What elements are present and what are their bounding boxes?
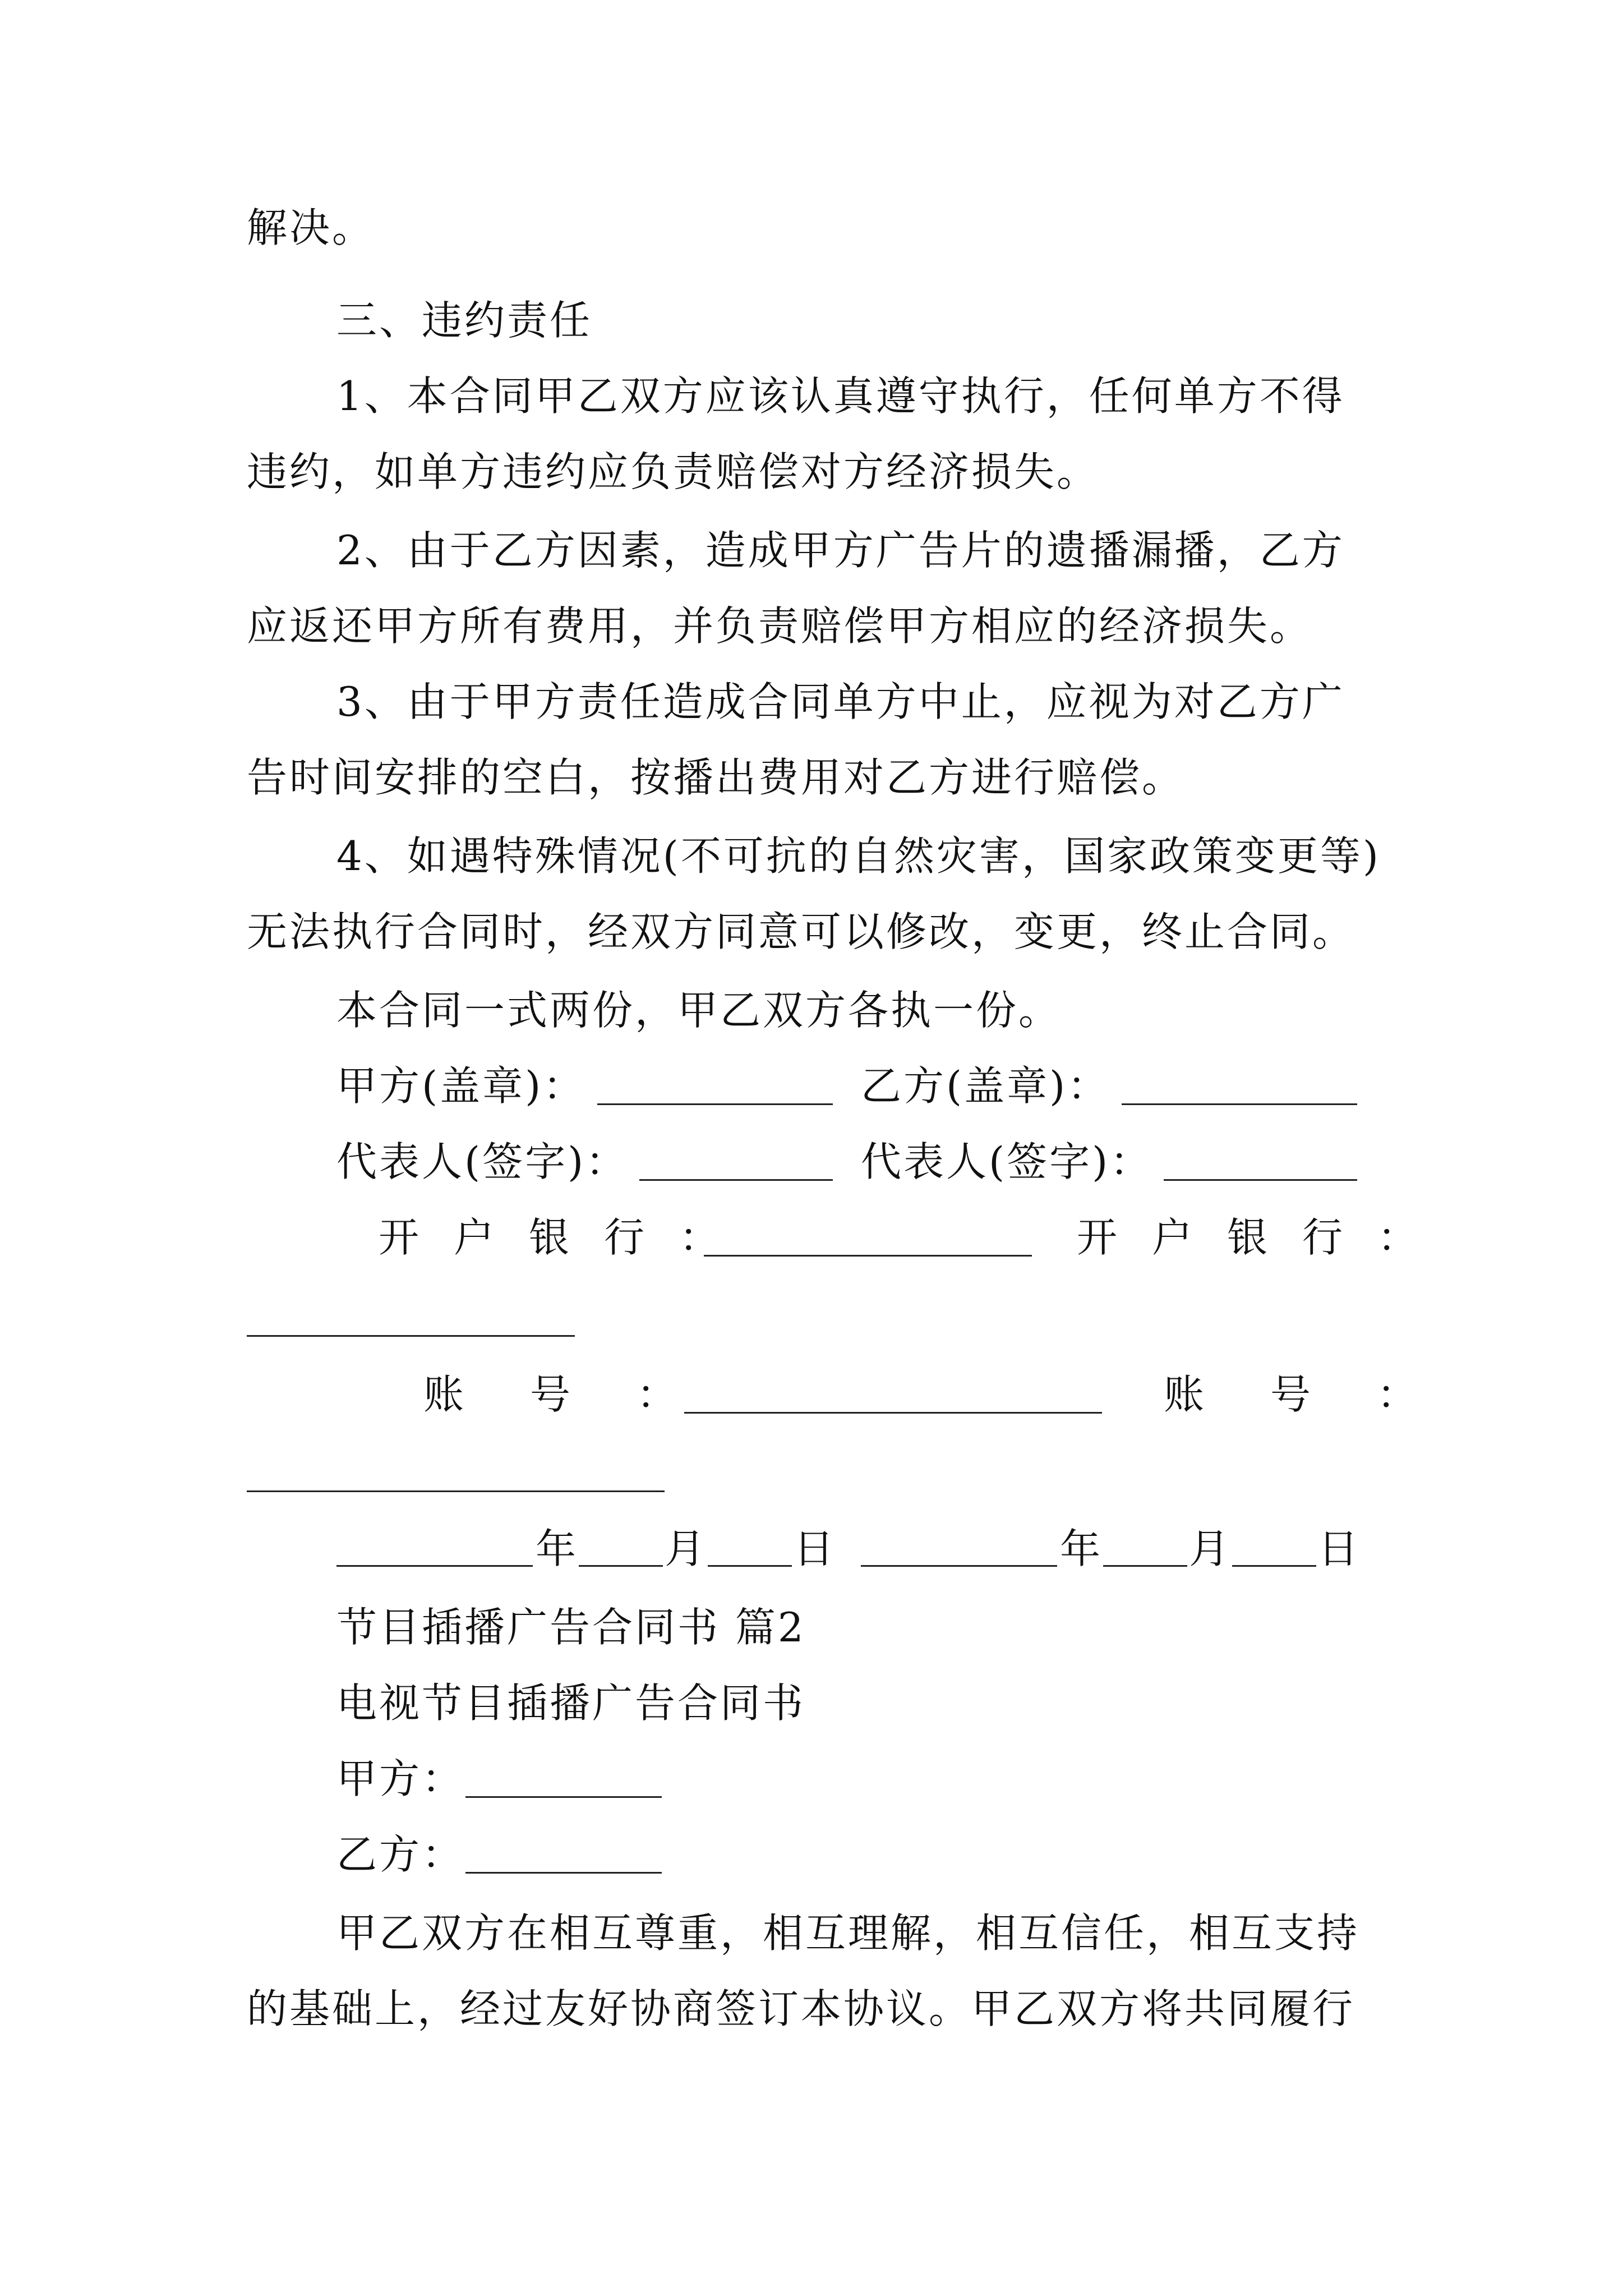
party-a-label: 甲方： bbox=[336, 1755, 465, 1802]
text-line: 无法执行合同时，经双方同意可以修改，变更，终止合同。 bbox=[247, 908, 1355, 955]
text-line: 的基础上，经过友好协商签订本协议。甲乙双方将共同履行 bbox=[247, 1985, 1355, 2032]
rep-b-label: 代表人(签字)： bbox=[861, 1138, 1153, 1185]
text-line: 2、由于乙方因素，造成甲方广告片的遗播漏播，乙方 bbox=[336, 527, 1345, 574]
day-a-label: 日 bbox=[794, 1525, 837, 1572]
party-a-seal-label: 甲方(盖章)： bbox=[336, 1062, 586, 1110]
text-line: 4、如遇特殊情况(不可抗的自然灾害，国家政策变更等) bbox=[336, 832, 1381, 880]
document-title: 电视节目插播广告合同书 bbox=[336, 1680, 806, 1727]
section-heading: 三、违约责任 bbox=[336, 297, 593, 344]
day-a-blank[interactable] bbox=[708, 1565, 792, 1567]
account-b-blank[interactable] bbox=[247, 1490, 665, 1492]
rep-b-blank[interactable] bbox=[1164, 1179, 1357, 1181]
party-b-label: 乙方： bbox=[336, 1831, 465, 1878]
bank-b-blank[interactable] bbox=[247, 1335, 575, 1337]
month-b-label: 月 bbox=[1189, 1525, 1232, 1572]
party-b-seal-label: 乙方(盖章)： bbox=[861, 1062, 1110, 1110]
year-b-label: 年 bbox=[1060, 1525, 1103, 1572]
text-line: 1、本合同甲乙双方应该认真遵守执行，任何单方不得 bbox=[336, 372, 1345, 420]
year-a-label: 年 bbox=[536, 1525, 579, 1572]
bank-b-label: 开户银行： bbox=[1077, 1214, 1453, 1261]
month-a-blank[interactable] bbox=[579, 1565, 663, 1567]
day-b-label: 日 bbox=[1318, 1525, 1361, 1572]
month-b-blank[interactable] bbox=[1103, 1565, 1187, 1567]
month-a-label: 月 bbox=[665, 1525, 708, 1572]
bank-a-label: 开户银行： bbox=[379, 1214, 755, 1261]
text-line: 解决。 bbox=[247, 204, 375, 251]
section-title: 节目插播广告合同书 篇2 bbox=[336, 1604, 806, 1651]
party-b-seal-blank[interactable] bbox=[1122, 1103, 1357, 1105]
text-line: 甲乙双方在相互尊重，相互理解，相互信任，相互支持 bbox=[336, 1910, 1360, 1957]
text-line: 违约，如单方违约应负责赔偿对方经济损失。 bbox=[247, 448, 1100, 495]
text-line: 告时间安排的空白，按播出费用对乙方进行赔偿。 bbox=[247, 754, 1185, 801]
year-b-blank[interactable] bbox=[861, 1565, 1057, 1567]
text-line: 应返还甲方所有费用，并负责赔偿甲方相应的经济损失。 bbox=[247, 602, 1313, 650]
text-line: 3、由于甲方责任造成合同单方中止，应视为对乙方广 bbox=[336, 678, 1345, 725]
rep-a-blank[interactable] bbox=[639, 1179, 833, 1181]
account-a-blank[interactable] bbox=[684, 1412, 1102, 1414]
party-a-blank[interactable] bbox=[465, 1796, 662, 1798]
party-b-blank[interactable] bbox=[465, 1872, 662, 1874]
year-a-blank[interactable] bbox=[336, 1565, 533, 1567]
bank-a-blank[interactable] bbox=[704, 1255, 1032, 1257]
account-a-label: 账号： bbox=[423, 1371, 744, 1418]
rep-a-label: 代表人(签字)： bbox=[336, 1138, 629, 1185]
day-b-blank[interactable] bbox=[1232, 1565, 1316, 1567]
party-a-seal-blank[interactable] bbox=[597, 1103, 833, 1105]
account-b-label: 账号： bbox=[1164, 1371, 1484, 1418]
text-line: 本合同一式两份，甲乙双方各执一份。 bbox=[336, 987, 1062, 1034]
